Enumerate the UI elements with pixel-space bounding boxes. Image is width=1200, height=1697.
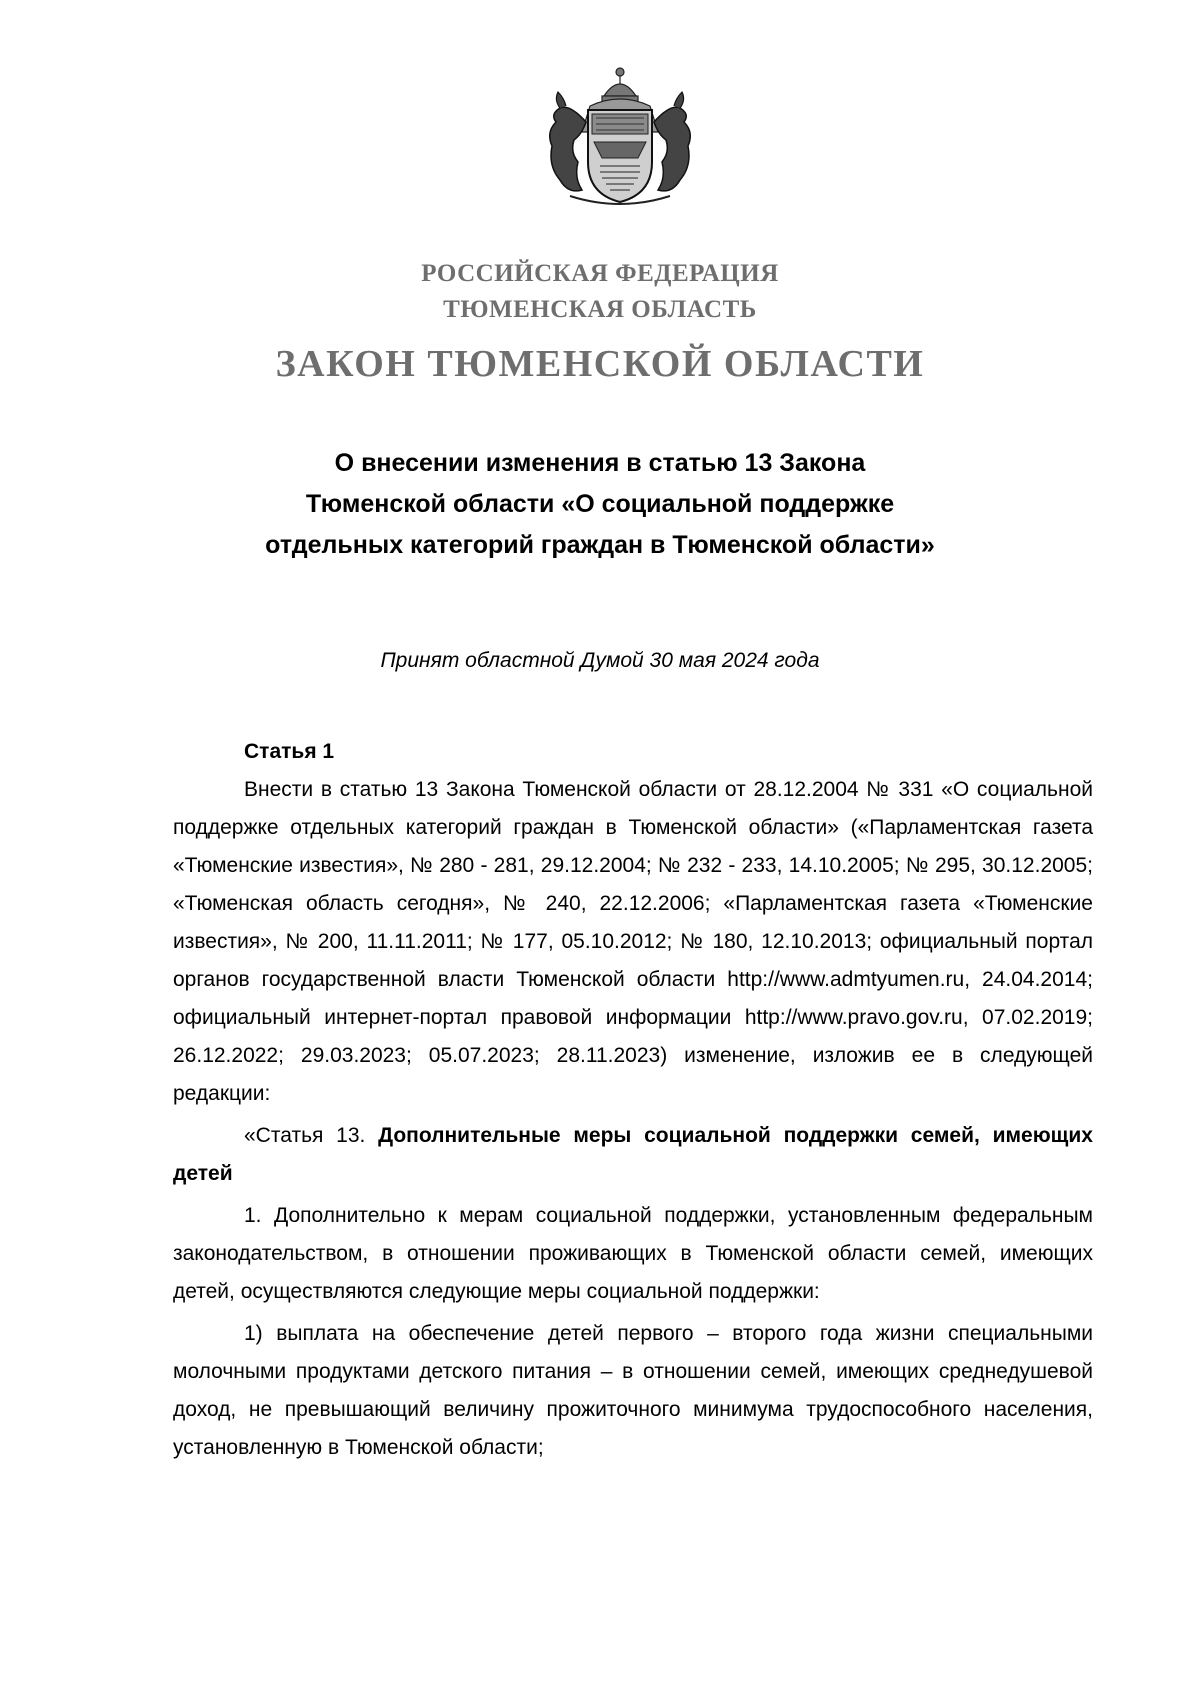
adoption-note: Принят областной Думой 30 мая 2024 года xyxy=(380,649,820,672)
law-title xyxy=(150,443,1050,566)
country-name: РОССИЙСКАЯ ФЕДЕРАЦИЯ xyxy=(421,260,779,287)
article-intro-paragraph: Внести в статью 13 Закона Тюменской области от 28.12.2004 № 331 «О социальной поддержке отдельных категорий граждан в Тюменской области» («Парламентская газета «Тюменские известия», № 280 - 281, 29.12.2004; № 232 - 233, 14.10.2005; № 295, 30.12.2005; «Тюменская область сегодня», № 240, 22.12.2006; «Парламентская газета «Тюменские известия», № 200, 11.11.2011; № 177, 05.10.2012; № 180, 12.10.2013; официальный портал органов государственной власти Тюменской области http://www.admtyumen.ru, 24.04.2014; официальный интернет-портал правовой информации http://www.pravo.gov.ru, 07.02.2019; 26.12.2022; 29.03.2023; 05.07.2023; 28.11.2023) изменение, изложив ее в следующей редакции: xyxy=(173,778,1093,1105)
law-title-line: Тюменской области «О социальной поддержке xyxy=(305,490,895,518)
article-13-prefix: «Статья 13. xyxy=(244,1124,379,1147)
article-13-heading-paragraph xyxy=(173,1117,1093,1193)
law-body xyxy=(173,733,1093,1467)
tyumen-coat-of-arms-emblem xyxy=(530,62,710,212)
law-title-line: О внесении изменения в статью 13 Закона xyxy=(334,449,866,477)
point-1-paragraph: 1. Дополнительно к мерам социальной поддержки, установленным федеральным законодательством, в отношении проживающих в Тюменской области семей, имеющих детей, осуществляются следующие меры социальной поддержки: xyxy=(173,1204,1093,1303)
law-title-line: отдельных категорий граждан в Тюменской области» xyxy=(265,531,935,559)
article-13-title: Дополнительные меры социальной поддержки семей, имеющих детей xyxy=(173,1124,1093,1185)
region-name: ТЮМЕНСКАЯ ОБЛАСТЬ xyxy=(443,296,757,323)
article-heading: Статья 1 xyxy=(244,740,335,763)
document-type-heading: ЗАКОН ТЮМЕНСКОЙ ОБЛАСТИ xyxy=(275,343,925,385)
subpoint-1-paragraph: 1) выплата на обеспечение детей первого – второго года жизни специальными молочными продуктами детского питания – в отношении семей, имеющих среднедушевой доход, не превышающий величину прожиточного минимума трудоспособного населения, установленную в Тюменской области; xyxy=(173,1322,1093,1459)
